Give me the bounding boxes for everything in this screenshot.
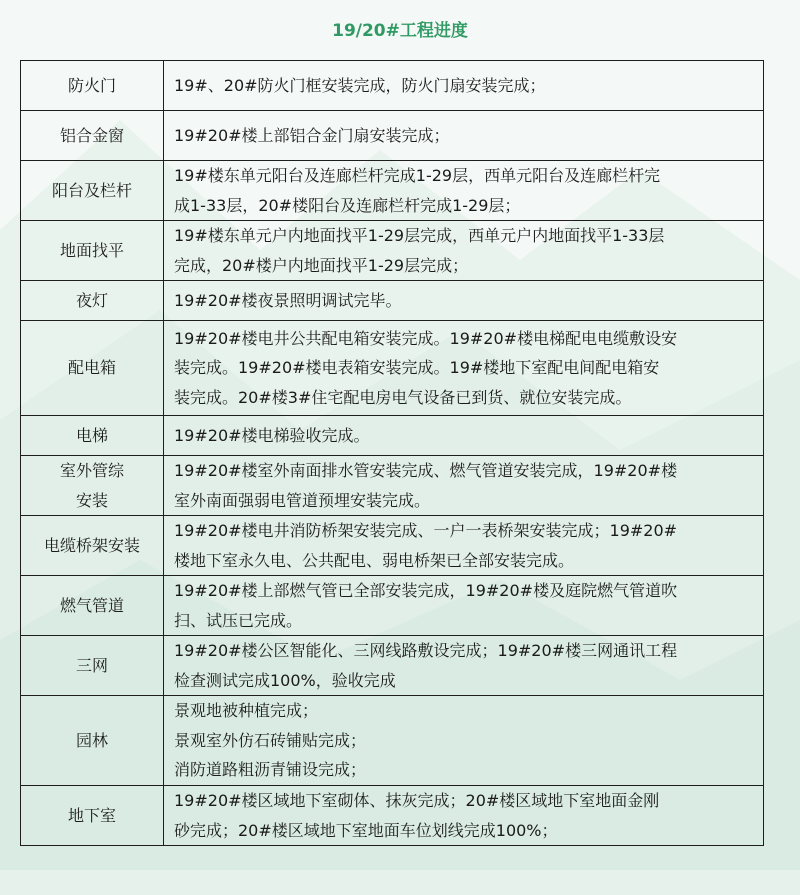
category-cell (21, 321, 164, 416)
progress-description-line: 19#楼东单元户内地面找平1-29层完成，西单元户内地面找平1-33层 (174, 226, 665, 245)
table-row (21, 786, 764, 846)
progress-description-line: 装完成。19#20#楼电表箱安装完成。19#楼地下室配电间配电箱安 (174, 358, 660, 378)
progress-description-cell (164, 786, 764, 846)
category-label: 铝合金窗 (59, 125, 124, 145)
progress-description-line: 检查测试完成100%，验收完成 (174, 670, 396, 690)
progress-description-cell (164, 61, 764, 111)
progress-description-cell (164, 111, 764, 161)
progress-table (20, 60, 764, 846)
progress-description-line: 景观地被种植完成； (174, 701, 319, 721)
category-label: 电梯 (75, 425, 108, 445)
progress-description-cell (164, 161, 764, 221)
category-cell (21, 696, 164, 786)
progress-description-cell (164, 636, 764, 696)
progress-description-cell (164, 281, 764, 321)
progress-table-body (21, 61, 764, 846)
category-cell (21, 111, 164, 161)
progress-description-line: 19#20#楼公区智能化、三网线路敷设完成；19#20#楼三网通讯工程 (174, 641, 678, 660)
progress-description-line: 19#20#楼区域地下室砌体、抹灰完成；20#楼区域地下室地面金刚 (174, 791, 660, 810)
table-row (21, 456, 764, 516)
category-label: 三网 (75, 655, 108, 675)
category-cell (21, 576, 164, 636)
category-label: 阳台及栏杆 (51, 180, 132, 200)
progress-description-line: 19#20#楼室外南面排水管安装完成、燃气管道安装完成，19#20#楼 (174, 461, 678, 480)
category-cell (21, 221, 164, 281)
category-cell (21, 416, 164, 456)
progress-description-cell (164, 516, 764, 576)
progress-description-line: 19#20#楼夜景照明调试完毕。 (174, 290, 402, 310)
progress-description-cell (164, 576, 764, 636)
progress-description-line: 19#20#楼电梯验收完成。 (174, 425, 370, 445)
progress-description-line: 砂完成；20#楼区域地下室地面车位划线完成100%； (174, 820, 558, 840)
table-row (21, 416, 764, 456)
table-row (21, 281, 764, 321)
category-cell (21, 281, 164, 321)
category-label: 地面找平 (59, 240, 124, 260)
category-label: 防火门 (67, 75, 116, 95)
progress-description-cell (164, 456, 764, 516)
table-row (21, 636, 764, 696)
category-cell (21, 456, 164, 516)
progress-description-cell (164, 321, 764, 416)
category-label: 室外管综 (59, 461, 124, 480)
table-row (21, 576, 764, 636)
category-cell (21, 786, 164, 846)
category-label: 地下室 (67, 805, 116, 825)
category-label: 安装 (75, 490, 108, 510)
category-label: 夜灯 (75, 290, 108, 310)
progress-description-line: 消防道路粗沥青铺设完成； (174, 760, 367, 780)
category-label: 园林 (75, 730, 108, 750)
progress-description-line: 扫、试压已完成。 (174, 610, 303, 630)
progress-description-line: 景观室外仿石砖铺贴完成； (174, 730, 367, 750)
progress-description-line: 19#20#楼上部铝合金门扇安装完成； (174, 125, 450, 145)
category-cell (21, 61, 164, 111)
progress-description-line: 楼地下室永久电、公共配电、弱电桥架已全部安装完成。 (174, 550, 575, 570)
progress-description-line: 19#楼东单元阳台及连廊栏杆完成1-29层，西单元阳台及连廊栏杆完 (174, 166, 661, 185)
category-label: 电缆桥架安装 (43, 535, 140, 555)
table-row (21, 61, 764, 111)
progress-description-cell (164, 416, 764, 456)
progress-description-cell (164, 221, 764, 281)
page-title: 19/20#工程进度 (332, 21, 468, 41)
category-label: 配电箱 (67, 358, 116, 378)
table-row (21, 696, 764, 786)
progress-description-line: 19#20#楼上部燃气管已全部安装完成，19#20#楼及庭院燃气管道吹 (174, 581, 678, 600)
category-label: 燃气管道 (59, 595, 124, 615)
table-row (21, 516, 764, 576)
progress-description-line: 19#、20#防火门框安装完成，防火门扇安装完成； (174, 75, 546, 95)
category-cell (21, 161, 164, 221)
table-row (21, 161, 764, 221)
table-row (21, 221, 764, 281)
progress-description-line: 成1-33层，20#楼阳台及连廊栏杆完成1-29层； (174, 195, 521, 215)
progress-description-cell (164, 696, 764, 786)
category-cell (21, 636, 164, 696)
progress-description-line: 完成，20#楼户内地面找平1-29层完成； (174, 255, 469, 275)
progress-description-line: 19#20#楼电井公共配电箱安装完成。19#20#楼电梯配电电缆敷设安 (174, 328, 678, 348)
progress-description-line: 室外南面强弱电管道预埋安装完成。 (174, 490, 431, 510)
table-row (21, 321, 764, 416)
progress-description-line: 装完成。20#楼3#住宅配电房电气设备已到货、就位安装完成。 (174, 387, 632, 407)
category-cell (21, 516, 164, 576)
progress-description-line: 19#20#楼电井消防桥架安装完成、一户一表桥架安装完成；19#20# (174, 521, 678, 540)
table-row (21, 111, 764, 161)
